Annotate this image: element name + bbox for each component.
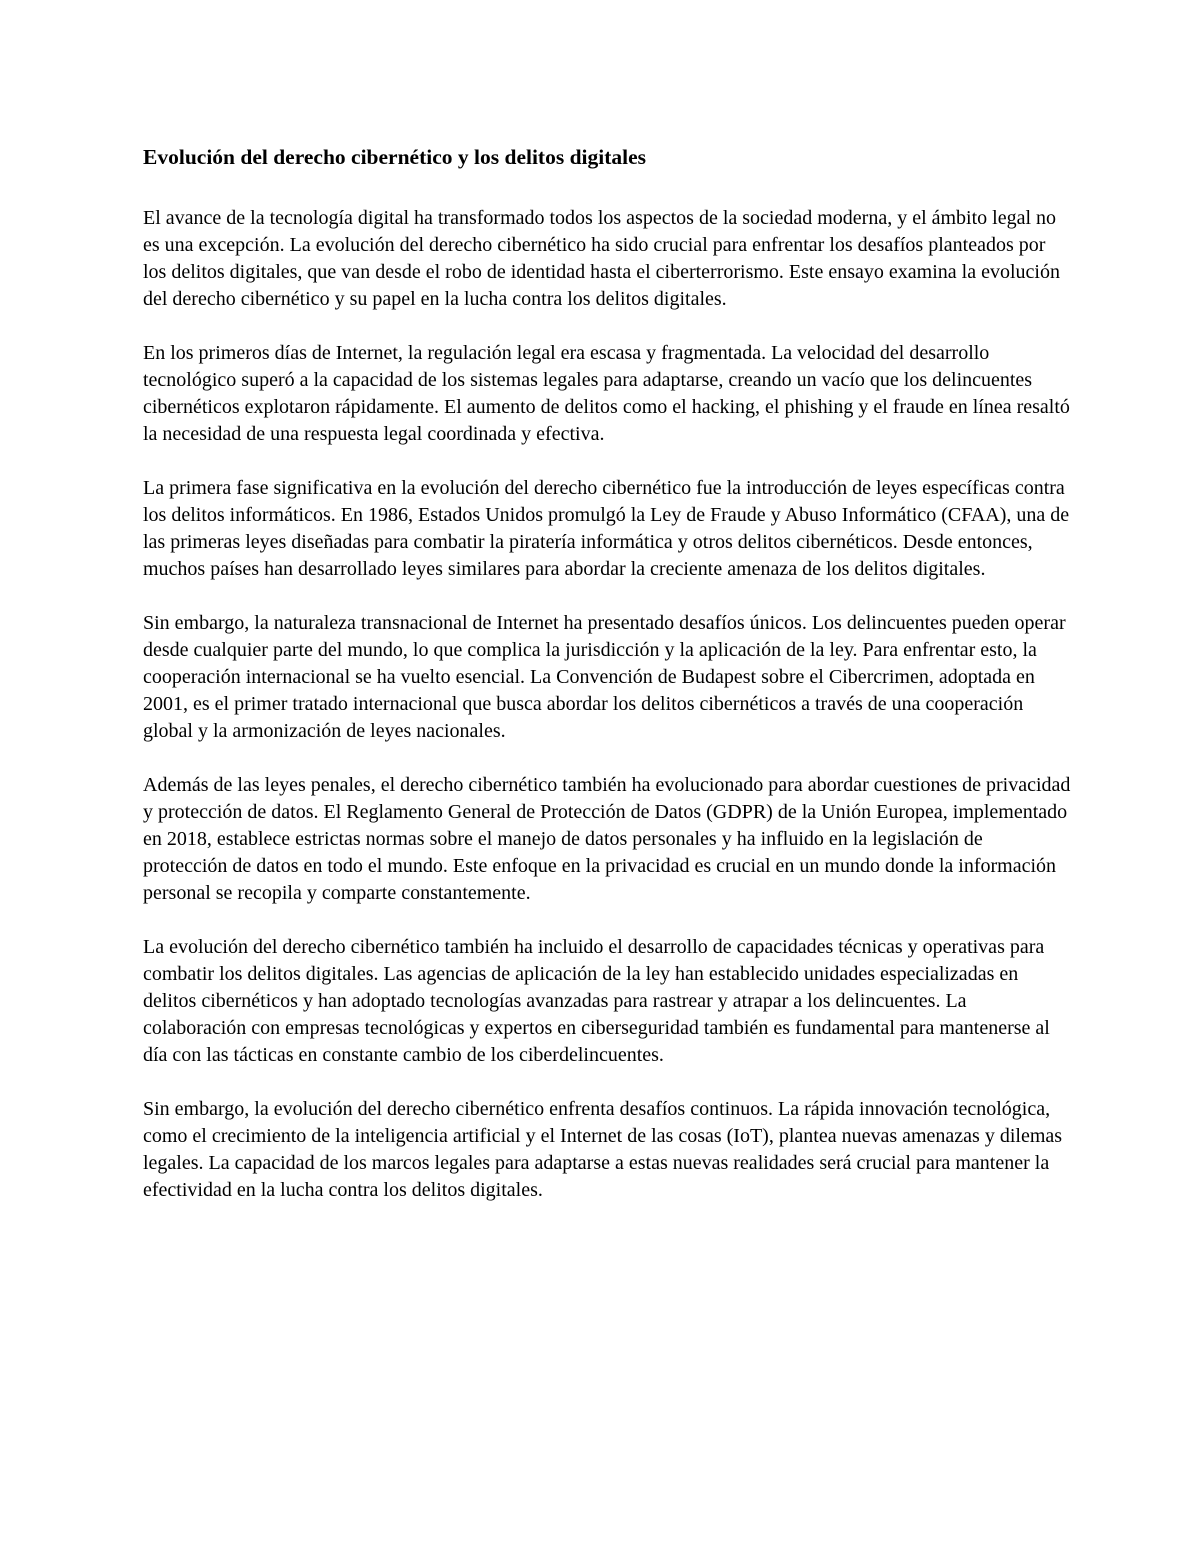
document-page [143, 142, 1071, 1231]
paragraph-transnational: Sin embargo, la naturaleza transnacional de Internet ha presentado desafíos únicos. Los delincuentes pueden operar desde cualquier parte del mundo, lo que complica la jurisdicción y la aplicación de la ley. Para enfrentar esto, la cooperación internacional se ha vuelto esencial. La Convención de Budapest sobre el Cibercrimen, adoptada en 2001, es el primer tratado internacional que busca abordar los delitos cibernéticos a través de una cooperación global y la armonización de leyes nacionales. [143, 612, 1066, 742]
paragraph-privacy: Además de las leyes penales, el derecho cibernético también ha evolucionado para abordar cuestiones de privacidad y protección de datos. El Reglamento General de Protección de Datos (GDPR) de la Unión Europea, implementado en 2018, establece estrictas normas sobre el manejo de datos personales y ha influido en la legislación de protección de datos en todo el mundo. Este enfoque en la privacidad es crucial en un mundo donde la información personal se recopila y comparte constantemente. [143, 774, 1071, 904]
paragraph-early-internet: En los primeros días de Internet, la regulación legal era escasa y fragmentada. La velocidad del desarrollo tecnológico superó a la capacidad de los sistemas legales para adaptarse, creando un vacío que los delincuentes cibernéticos explotaron rápidamente. El aumento de delitos como el hacking, el phishing y el fraude en línea resaltó la necesidad de una respuesta legal coordinada y efectiva. [143, 342, 1070, 445]
paragraph-challenges: Sin embargo, la evolución del derecho cibernético enfrenta desafíos continuos. La rápida innovación tecnológica, como el crecimiento de la inteligencia artificial y el Internet de las cosas (IoT), plantea nuevas amenazas y dilemas legales. La capacidad de los marcos legales para adaptarse a estas nuevas realidades será crucial para mantener la efectividad en la lucha contra los delitos digitales. [143, 1098, 1063, 1201]
paragraph-first-laws: La primera fase significativa en la evolución del derecho cibernético fue la introducción de leyes específicas contra los delitos informáticos. En 1986, Estados Unidos promulgó la Ley de Fraude y Abuso Informático (CFAA), una de las primeras leyes diseñadas para combatir la piratería informática y otros delitos cibernéticos. Desde entonces, muchos países han desarrollado leyes similares para abordar la creciente amenaza de los delitos digitales. [143, 477, 1070, 580]
paragraph-capabilities: La evolución del derecho cibernético también ha incluido el desarrollo de capacidades técnicas y operativas para combatir los delitos digitales. Las agencias de aplicación de la ley han establecido unidades especializadas en delitos cibernéticos y han adoptado tecnologías avanzadas para rastrear y atrapar a los delincuentes. La colaboración con empresas tecnológicas y expertos en ciberseguridad también es fundamental para mantenerse al día con las tácticas en constante cambio de los ciberdelincuentes. [143, 936, 1050, 1066]
document-title: Evolución del derecho cibernético y los delitos digitales [143, 145, 647, 169]
paragraph-intro: El avance de la tecnología digital ha transformado todos los aspectos de la sociedad moderna, y el ámbito legal no es una excepción. La evolución del derecho cibernético ha sido crucial para enfrentar los desafíos planteados por los delitos digitales, que van desde el robo de identidad hasta el ciberterrorismo. Este ensayo examina la evolución del derecho cibernético y su papel en la lucha contra los delitos digitales. [143, 207, 1060, 310]
